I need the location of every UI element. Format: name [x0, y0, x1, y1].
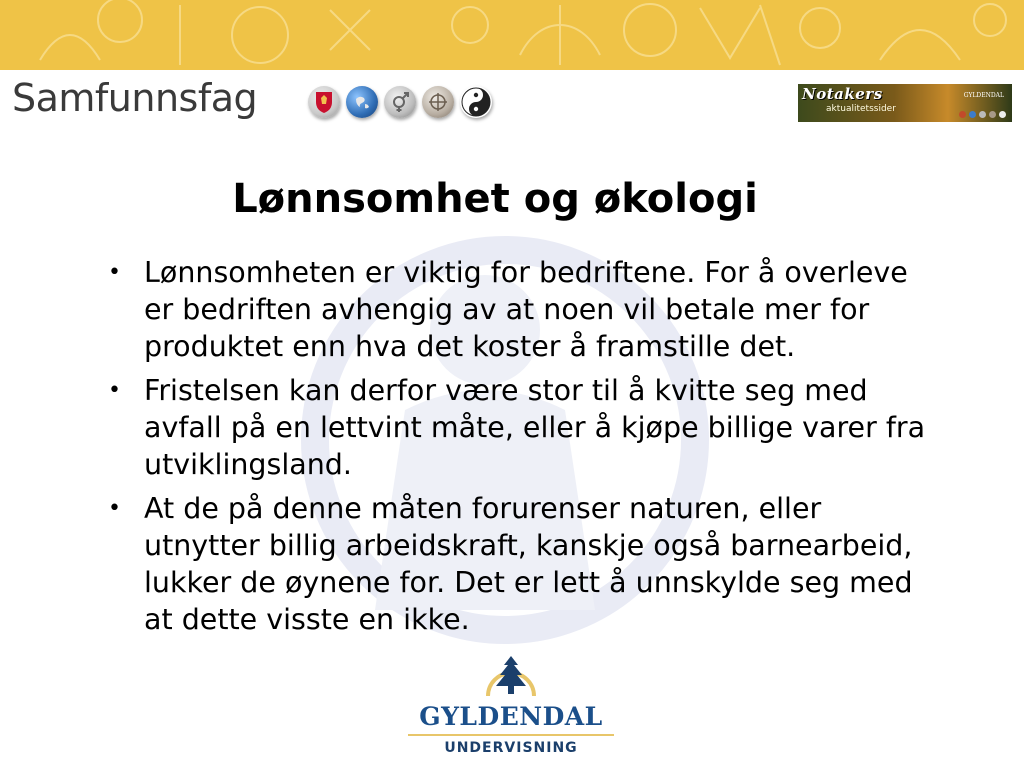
app-brand: Samfunnsfag: [12, 76, 258, 120]
slide-title: Lønnsomhet og økologi: [232, 176, 758, 222]
notakers-banner[interactable]: [798, 84, 1012, 122]
list-item: [104, 372, 944, 483]
gyldendal-logo: [404, 652, 618, 762]
header-doodles: [0, 0, 1024, 70]
yin-yang-icon: [460, 86, 492, 118]
norway-coat-of-arms-icon: [308, 86, 340, 118]
notakers-publisher: GYLDENDAL: [963, 92, 1004, 99]
list-item: [104, 254, 944, 365]
bullet-marker: •: [108, 260, 121, 285]
bullet-text: Fristelsen kan derfor være stor til å kvitte seg med avfall på en lettvint måte, eller å kjøpe billige varer fra utviklingsland.: [144, 374, 926, 481]
gyldendal-tree-icon: [482, 652, 540, 702]
bullet-list: [104, 254, 944, 645]
gender-symbol-icon: [384, 86, 416, 118]
header-band: [0, 0, 1024, 70]
globe-icon: [346, 86, 378, 118]
bullet-text: Lønnsomheten er viktig for bedriftene. For å overleve er bedriften avhengig av at noen vil betale mer for produktet enn hva det koster å framstille det.: [144, 256, 908, 363]
publisher-division: UNDERVISNING: [444, 740, 578, 756]
list-item: [104, 490, 944, 638]
bullet-marker: •: [108, 496, 121, 521]
emblem-row: [308, 86, 492, 118]
notakers-emblems: [959, 111, 1006, 118]
publisher-name: GYLDENDAL: [419, 702, 603, 731]
bullet-marker: •: [108, 378, 121, 403]
notakers-title: Notakers: [802, 85, 883, 103]
bullet-text: At de på denne måten forurenser naturen, eller utnytter billig arbeidskraft, kanskje også barnearbeid, lukker de øynene for. Det er lett å unnskylde seg med at dette visste en ikke.: [144, 492, 913, 636]
compass-icon: [422, 86, 454, 118]
publisher-divider: [408, 734, 614, 736]
notakers-subtitle: aktualitetssider: [826, 104, 896, 114]
